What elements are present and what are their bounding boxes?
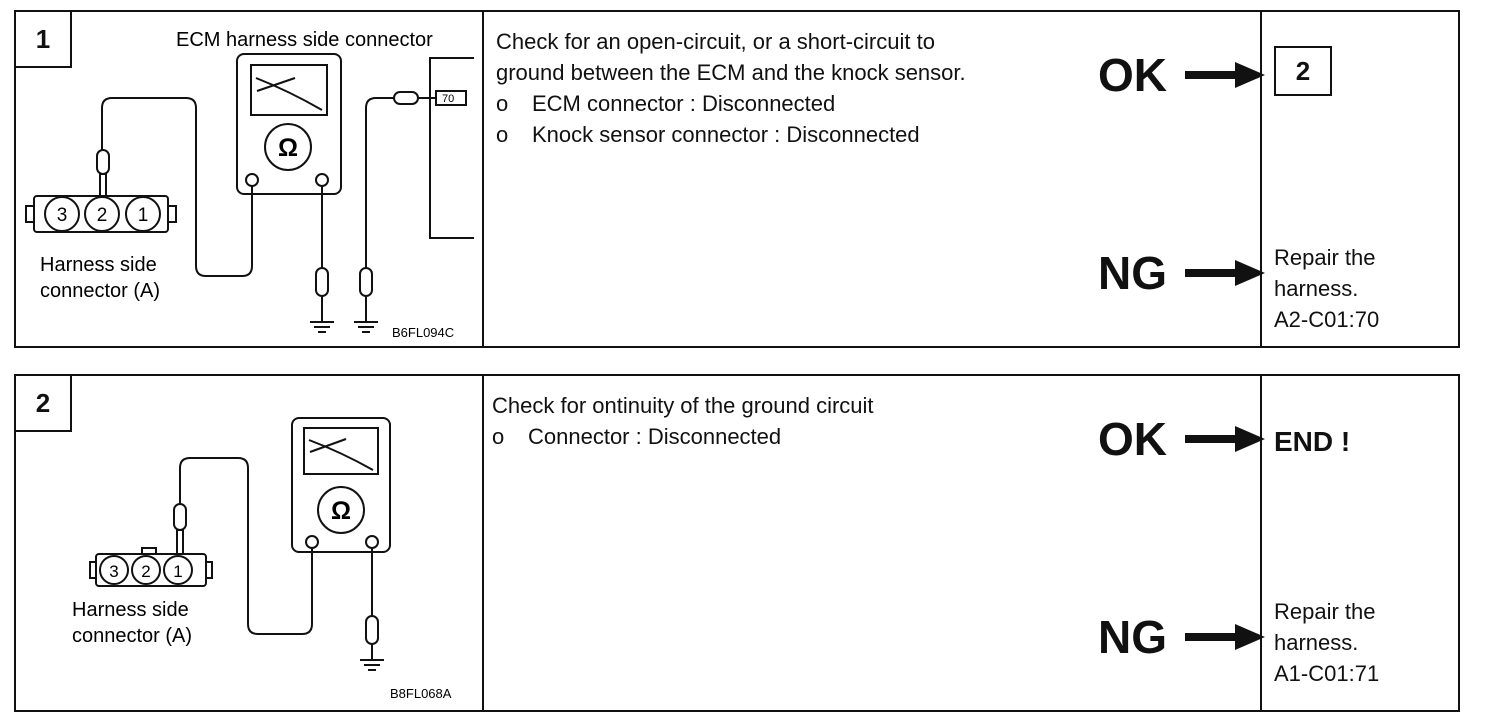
ohm-symbol: Ω <box>277 134 299 162</box>
ng-label: NG <box>1098 247 1167 299</box>
step-2-result-cell <box>1260 376 1458 710</box>
ng-result <box>1274 596 1379 689</box>
step-1-row <box>14 10 1460 348</box>
step-1-description <box>496 26 966 150</box>
description-line: ground between the ECM and the knock sensor. <box>496 60 966 85</box>
ok-verdict <box>1098 412 1265 466</box>
step-2-description-cell <box>482 376 1262 710</box>
ok-label: OK <box>1098 49 1167 101</box>
right-arrow-icon <box>1185 60 1265 90</box>
step-number: 2 <box>16 376 72 432</box>
figure-code: B8FL068A <box>390 686 452 701</box>
bullet-text: ECM connector : Disconnected <box>532 91 836 116</box>
bullet-text: Connector : Disconnected <box>528 424 782 449</box>
harness-label-line-1: Harness side <box>40 254 157 276</box>
ecm-harness-label: ECM harness side connector <box>176 29 433 51</box>
right-arrow-icon <box>1185 424 1265 454</box>
step-1-result-cell <box>1260 12 1458 346</box>
ok-verdict <box>1098 48 1265 102</box>
ecm-harness-connector <box>430 58 474 238</box>
harness-label-line-2: connector (A) <box>72 625 193 647</box>
ng-verdict <box>1098 610 1265 664</box>
ng-result-line: Repair the <box>1274 599 1376 624</box>
bullet-item <box>496 88 966 119</box>
ng-result-code: A2-C01:70 <box>1274 307 1380 332</box>
ng-result-line: Repair the <box>1274 245 1376 270</box>
step-1-wiring-diagram <box>16 12 482 348</box>
harness-label-line-2: connector (A) <box>40 280 161 302</box>
figure-code: B6FL094C <box>392 325 455 340</box>
bullet-marker: o <box>492 424 505 449</box>
ok-label: OK <box>1098 413 1167 465</box>
right-arrow-icon <box>1185 622 1265 652</box>
ohm-symbol: Ω <box>330 497 352 525</box>
bullet-item <box>496 119 966 150</box>
ng-verdict <box>1098 246 1265 300</box>
pin-2-label: 2 <box>96 205 108 226</box>
right-arrow-icon <box>1185 258 1265 288</box>
step-number: 1 <box>16 12 72 68</box>
step-1-figure-cell <box>16 12 484 346</box>
ng-result <box>1274 242 1379 335</box>
pin-1-label: 1 <box>137 205 149 226</box>
ng-result-code: A1-C01:71 <box>1274 661 1380 686</box>
description-line: Check for ontinuity of the ground circuit <box>492 393 874 418</box>
pin-3-label: 3 <box>109 562 119 581</box>
bullet-text: Knock sensor connector : Disconnected <box>532 122 920 147</box>
description-line: Check for an open-circuit, or a short-circuit to <box>496 29 935 54</box>
bullet-marker: o <box>496 91 509 116</box>
harness-label-line-1: Harness side <box>72 599 189 621</box>
pin-3-label: 3 <box>56 205 68 226</box>
step-2-figure-cell <box>16 376 484 710</box>
ecm-terminal-label: 70 <box>442 93 455 105</box>
end-label: END ! <box>1274 426 1351 457</box>
multimeter-body <box>292 418 390 552</box>
ng-result-line: harness. <box>1274 630 1359 655</box>
step-2-row <box>14 374 1460 712</box>
bullet-item <box>492 421 874 452</box>
ng-result-line: harness. <box>1274 276 1359 301</box>
step-1-description-cell <box>482 12 1262 346</box>
step-2-wiring-diagram <box>16 376 482 712</box>
ng-label: NG <box>1098 611 1167 663</box>
bullet-marker: o <box>496 122 509 147</box>
next-step-box: 2 <box>1274 46 1332 96</box>
pin-1-label: 1 <box>173 562 183 581</box>
pin-2-label: 2 <box>141 562 151 581</box>
step-2-description <box>492 390 874 452</box>
